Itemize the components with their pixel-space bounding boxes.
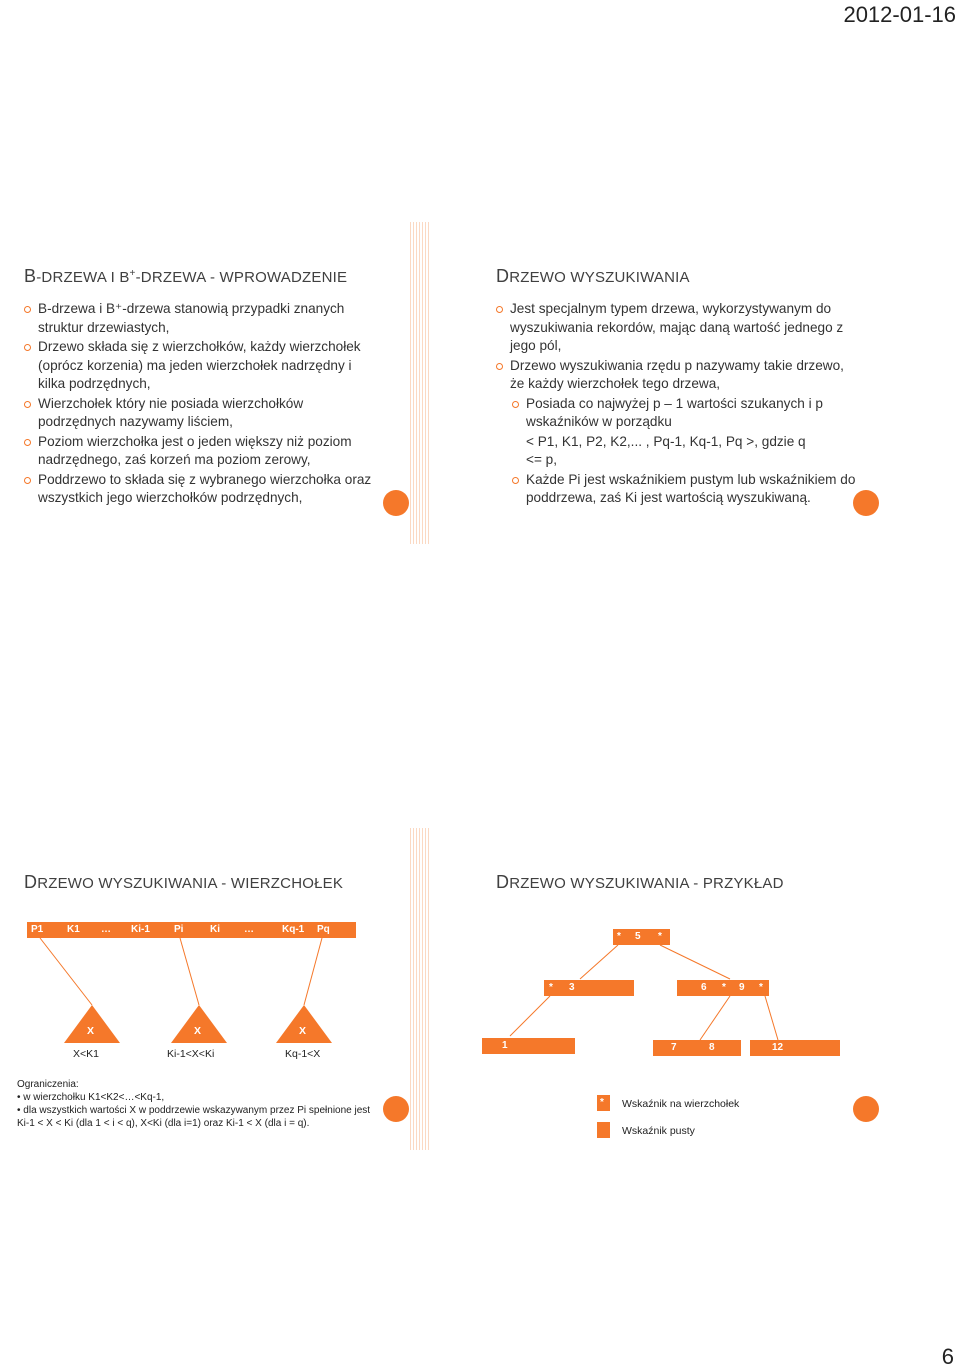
slide-accent-circle: [383, 490, 409, 516]
node-field: P1: [31, 924, 44, 935]
bullet-item: Drzewo składa się z wierzchołków, każdy wierzchołek (oprócz korzenia) ma jeden wierzchołek nadrzędny i kilka podrzędnych,: [24, 338, 374, 394]
bullet-item: Poziom wierzchołka jest o jeden większy niż poziom nadrzędnego, zaś korzeń ma poziom zerowy,: [24, 433, 374, 470]
legend-null-swatch: [597, 1122, 610, 1138]
legend-pointer-label: Wskaźnik na wierzchołek: [622, 1098, 740, 1110]
tree-leaf: [653, 1040, 741, 1056]
page-number: 6: [941, 1344, 954, 1369]
legend-null-label: Wskaźnik pusty: [622, 1125, 695, 1137]
bullet-item: B-drzewa i B⁺-drzewa stanowią przypadki znanych struktur drzewiastych,: [24, 300, 374, 337]
node-field: Ki-1: [131, 924, 150, 935]
node-field: Pq: [317, 924, 330, 935]
node-key: 9: [739, 982, 745, 993]
node-field: …: [244, 924, 254, 935]
subtree-triangle: [276, 1005, 332, 1043]
bullet-list: [496, 300, 856, 509]
subtree-mark: X: [299, 1025, 307, 1037]
node-pointer: *: [658, 931, 662, 942]
slide-search-tree-example: [410, 828, 900, 1150]
slide-tree-node: [0, 828, 480, 1150]
subtree-mark: X: [194, 1025, 202, 1037]
bullet-item: Jest specjalnym typem drzewa, wykorzystywanym do wyszukiwania rekordów, mając daną wartość jednego z jego pól,: [496, 300, 856, 356]
header-date: 2012-01-16: [843, 2, 956, 27]
bullet-list: [24, 300, 374, 509]
node-key: 12: [772, 1042, 784, 1053]
slide-edge-stripe: [410, 222, 430, 544]
node-key: 8: [709, 1042, 715, 1053]
constraint-item: • dla wszystkich wartości X w poddrzewie wskazywanym przez Pi spełnione jest Ki-1 < X < Ki (dla 1 < i < q), X<Ki (dla i=1) oraz Ki-1 < X (dla i = q).: [17, 1105, 371, 1129]
subtree-label: Kq-1<X: [285, 1048, 321, 1060]
node-pointer: *: [617, 931, 621, 942]
legend-pointer-swatch: [597, 1095, 610, 1111]
subtree-label: X<K1: [73, 1048, 99, 1060]
node-pointer: *: [722, 982, 726, 993]
node-key: 7: [671, 1042, 677, 1053]
tree-leaf: [482, 1038, 575, 1054]
tree-node: [677, 980, 769, 996]
bullet-item: Wierzchołek który nie posiada wierzchołków podrzędnych nazywamy liściem,: [24, 395, 374, 432]
node-pointer: *: [759, 982, 763, 993]
node-field: Pi: [174, 924, 184, 935]
tree-node: [544, 980, 634, 996]
subtree-mark: X: [87, 1025, 95, 1037]
node-key: 3: [569, 982, 575, 993]
slide-title: DRZEWO WYSZUKIWANIA: [496, 266, 690, 286]
slide-b-trees-intro: [0, 222, 480, 544]
slide-title: B-DRZEWA I B+-DRZEWA - WPROWADZENIE: [24, 266, 348, 286]
sub-bullet-continuation: < P1, K1, P2, K2,... , Pq-1, Kq-1, Pq >, gdzie q <= p,: [526, 433, 806, 467]
subtree-triangle: [171, 1005, 227, 1043]
node-key: 1: [502, 1040, 508, 1051]
slide-search-tree: [410, 222, 900, 544]
node-field: …: [101, 924, 111, 935]
tree-leaf: [750, 1040, 840, 1056]
bullet-item: Poddrzewo to składa się z wybranego wierzchołka oraz wszystkich jego wierzchołków podrzędnych,: [24, 471, 374, 508]
tree-node-root: [613, 929, 670, 945]
node-pointer: *: [549, 982, 553, 993]
constraints-title: Ograniczenia:: [17, 1079, 79, 1090]
node-field: Ki: [210, 924, 220, 935]
sub-bullet-item: Posiada co najwyżej p – 1 wartości szukanych i p wskaźników w porządku: [512, 395, 856, 432]
node-key: 5: [635, 931, 641, 942]
subtree-label: Ki-1<X<Ki: [167, 1048, 215, 1060]
bullet-item: Drzewo wyszukiwania rzędu p nazywamy takie drzewo, że każdy wierzchołek tego drzewa,: [496, 357, 856, 394]
slide-accent-circle: [853, 490, 879, 516]
slide-title: DRZEWO WYSZUKIWANIA - WIERZCHOŁEK: [24, 872, 344, 892]
legend-pointer-symbol: *: [600, 1097, 604, 1108]
node-field: Kq-1: [282, 924, 305, 935]
subtree-triangle: [64, 1005, 120, 1043]
node-key: 6: [701, 982, 707, 993]
node-field: K1: [67, 924, 80, 935]
constraints-note: [17, 1078, 382, 1130]
sub-bullet-item: Każde Pi jest wskaźnikiem pustym lub wskaźnikiem do poddrzewa, zaś Ki jest wartością wyszukiwaną.: [512, 471, 856, 508]
constraint-item: • w wierzchołku K1<K2<…<Kq-1,: [17, 1092, 165, 1103]
slide-title: DRZEWO WYSZUKIWANIA - PRZYKŁAD: [496, 872, 784, 892]
